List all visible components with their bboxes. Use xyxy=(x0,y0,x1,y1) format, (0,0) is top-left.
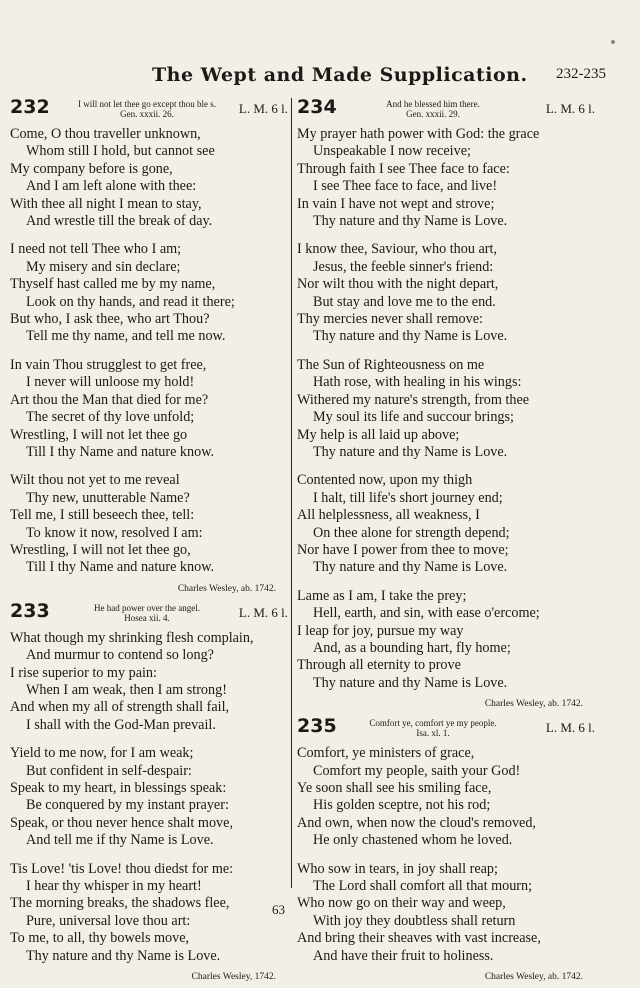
scripture-line: Gen. xxxii. 26. xyxy=(120,109,174,119)
verse-line: Art thou the Man that died for me? xyxy=(10,391,209,408)
verse-line: Till I thy Name and nature know. xyxy=(26,559,215,576)
verse-line: The Sun of Righteousness on me xyxy=(297,356,485,373)
verse-line: In vain Thou strugglest to get free, xyxy=(10,356,207,373)
verse-line: I halt, till life's short journey end; xyxy=(313,489,503,506)
scripture-line: Isa. xl. 1. xyxy=(416,728,450,739)
scripture-line: Hosea xii. 4. xyxy=(124,612,170,623)
verse-line: Who now go on their way and weep, xyxy=(297,895,506,912)
verse-line: Thy nature and thy Name is Love. xyxy=(313,328,508,345)
verse-line: Tell me, I still beseech thee, tell: xyxy=(10,507,195,524)
verse-line: Be conquered by my instant prayer: xyxy=(26,797,229,814)
verse-line: I shall with the God-Man prevail. xyxy=(26,716,216,733)
stanza xyxy=(297,126,597,230)
hymn-header xyxy=(297,715,597,745)
verse-line: Thy mercies never shall remove: xyxy=(297,311,483,328)
verse-line: Whom still I hold, but cannot see xyxy=(26,143,215,160)
scripture-line: Gen. xxxii. 29. xyxy=(406,109,460,119)
scripture-line: Comfort ye, comfort ye my people. xyxy=(369,718,497,729)
stanza xyxy=(297,745,597,849)
verse-line: Unspeakable I now receive; xyxy=(313,143,471,160)
column-divider xyxy=(291,98,292,888)
verse-line: But confident in self-despair: xyxy=(26,762,192,779)
verse-line: The secret of thy love unfold; xyxy=(26,409,195,426)
verse-line: Tell me thy name, and tell me now. xyxy=(26,328,226,345)
verse-line: Lame as I am, I take the prey; xyxy=(297,587,467,604)
left-column xyxy=(10,96,290,988)
verse-line: Wrestling, I will not let thee go, xyxy=(10,541,191,558)
verse-line: Thy new, unutterable Name? xyxy=(26,489,190,506)
verse-line: I need not tell Thee who I am; xyxy=(10,241,182,258)
verse-line: And tell me if thy Name is Love. xyxy=(26,832,214,849)
verse-line: My company before is gone, xyxy=(10,160,173,177)
stanza xyxy=(10,861,290,965)
verse-line: Jesus, the feeble sinner's friend: xyxy=(313,258,494,275)
verse-line: I rise superior to my pain: xyxy=(10,664,157,681)
scripture-line: I will not let thee go except thou ble s. xyxy=(78,99,216,109)
hymn-number: 232 xyxy=(10,96,50,118)
author-attribution: Charles Wesley, 1742. xyxy=(191,972,276,983)
hymn-header xyxy=(297,96,597,126)
verse-line: To know it now, resolved I am: xyxy=(26,524,203,541)
verse-line: Who sow in tears, in joy shall reap; xyxy=(297,860,498,877)
author-attribution: Charles Wesley, ab. 1742. xyxy=(484,699,583,710)
verse-line: Hell, earth, and sin, with ease o'ercome; xyxy=(313,605,540,622)
verse-line: All helplessness, all weakness, I xyxy=(297,507,480,524)
verse-line: With joy they doubtless shall return xyxy=(313,912,516,929)
hymn-block xyxy=(297,715,597,982)
verse-line: Thyself hast called me by my name, xyxy=(10,276,216,293)
hymn-number: 235 xyxy=(297,715,337,738)
verse-line: To me, to all, thy bowels move, xyxy=(10,930,190,947)
stanza xyxy=(10,126,290,230)
stanza xyxy=(297,588,597,692)
verse-line: And when my all of strength shall fail, xyxy=(10,699,230,716)
verse-line: And wrestle till the break of day. xyxy=(26,213,213,230)
hymn-header xyxy=(10,96,290,126)
verse-line: On thee alone for strength depend; xyxy=(313,524,510,541)
verse-line: Yield to me now, for I am weak; xyxy=(10,745,194,762)
section-title: The Wept and Made Supplication. xyxy=(152,64,528,86)
hymn-range: 232-235 xyxy=(556,66,606,82)
verse-line: And have their fruit to holiness. xyxy=(313,947,494,964)
stanza xyxy=(10,241,290,345)
verse-line: With thee all night I mean to stay, xyxy=(10,195,202,212)
verse-line: Contented now, upon my thigh xyxy=(297,472,473,489)
stanza xyxy=(10,630,290,734)
verse-line: Speak to my heart, in blessings speak: xyxy=(10,780,227,796)
verse-line: Comfort my people, saith your God! xyxy=(313,762,521,779)
hymn-meter: L. M. 6 l. xyxy=(238,101,288,116)
page-speck xyxy=(611,40,615,44)
verse-line: Ye soon shall see his smiling face, xyxy=(297,780,492,796)
verse-line: Thy nature and thy Name is Love. xyxy=(313,443,508,460)
verse-line: Thy nature and thy Name is Love. xyxy=(313,559,508,576)
verse-line: Wrestling, I will not let thee go xyxy=(10,426,188,443)
stanza xyxy=(10,357,290,461)
verse-line: I never will unloose my hold! xyxy=(26,374,195,391)
scripture-line: He had power over the angel. xyxy=(94,602,200,613)
verse-line: When I am weak, then I am strong! xyxy=(26,681,227,698)
verse-line: His golden sceptre, not his rod; xyxy=(313,797,491,814)
verse-line: Speak, or thou never hence shalt move, xyxy=(10,814,233,831)
verse-line: And murmur to contend so long? xyxy=(26,647,214,664)
author-attribution: Charles Wesley, ab. 1742. xyxy=(484,972,583,983)
scripture-reference xyxy=(363,718,503,738)
stanza xyxy=(10,472,290,576)
verse-line: And bring their sheaves with vast increase, xyxy=(297,930,541,947)
verse-line: And, as a bounding hart, fly home; xyxy=(313,639,511,656)
verse-line: Pure, universal love thou art: xyxy=(26,912,191,929)
verse-line: Thy nature and thy Name is Love. xyxy=(313,213,508,230)
stanza xyxy=(297,861,597,965)
verse-line: My prayer hath power with God: the grace xyxy=(297,126,540,142)
verse-line: I know thee, Saviour, who thou art, xyxy=(297,241,497,258)
hymn-header xyxy=(10,600,290,630)
verse-line: The Lord shall comfort all that mourn; xyxy=(313,878,533,895)
stanza xyxy=(10,745,290,849)
verse-line: Thy nature and thy Name is Love. xyxy=(313,674,508,691)
stanza xyxy=(297,357,597,461)
scripture-reference xyxy=(52,99,242,119)
verse-line: Look on thy hands, and read it there; xyxy=(26,293,235,310)
page-number: 63 xyxy=(272,902,285,917)
verse-line: Hath rose, with healing in his wings: xyxy=(313,374,522,391)
hymn-meter: L. M. 6 l. xyxy=(545,720,595,736)
hymn-number: 233 xyxy=(10,599,50,622)
stanza xyxy=(297,241,597,345)
stanza xyxy=(297,472,597,576)
verse-line: I see Thee face to face, and live! xyxy=(313,178,498,195)
hymn-number: 234 xyxy=(297,96,337,118)
verse-line: He only chastened whom he loved. xyxy=(313,832,513,849)
verse-line: Through all eternity to prove xyxy=(297,657,461,674)
verse-line: Come, O thou traveller unknown, xyxy=(10,126,201,142)
verse-line: Withered my nature's strength, from thee xyxy=(297,391,530,408)
verse-line: And I am left alone with thee: xyxy=(26,178,197,195)
verse-line: My misery and sin declare; xyxy=(26,258,181,275)
hymn-meter: L. M. 6 l. xyxy=(238,604,288,620)
verse-line: What though my shrinking flesh complain, xyxy=(10,629,254,646)
verse-line: My help is all laid up above; xyxy=(297,426,460,443)
verse-line: But stay and love me to the end. xyxy=(313,293,496,310)
hymn-meter: L. M. 6 l. xyxy=(545,101,595,116)
right-column xyxy=(297,96,597,988)
verse-line: And own, when now the cloud's removed, xyxy=(297,814,536,831)
verse-line: Comfort, ye ministers of grace, xyxy=(297,745,475,762)
scripture-reference xyxy=(52,603,242,623)
verse-line: But who, I ask thee, who art Thou? xyxy=(10,311,210,328)
verse-line: Wilt thou not yet to me reveal xyxy=(10,472,180,489)
page-header xyxy=(0,64,640,88)
verse-line: Through faith I see Thee face to face: xyxy=(297,160,510,177)
hymn-block xyxy=(297,96,597,709)
verse-line: I hear thy whisper in my heart! xyxy=(26,878,202,895)
verse-line: My soul its life and succour brings; xyxy=(313,409,514,426)
verse-line: The morning breaks, the shadows flee, xyxy=(10,895,230,912)
verse-line: Till I thy Name and nature know. xyxy=(26,443,215,460)
verse-line: I leap for joy, pursue my way xyxy=(297,622,464,639)
hymn-block xyxy=(10,96,290,594)
verse-line: In vain I have not wept and strove; xyxy=(297,195,495,212)
scripture-reference xyxy=(363,99,503,119)
verse-line: Tis Love! 'tis Love! thou diedst for me: xyxy=(10,860,234,877)
hymn-block xyxy=(10,600,290,982)
verse-line: Nor wilt thou with the night depart, xyxy=(297,276,499,293)
author-attribution: Charles Wesley, ab. 1742. xyxy=(177,583,276,594)
verse-line: Thy nature and thy Name is Love. xyxy=(26,947,221,964)
verse-line: Nor have I power from thee to move; xyxy=(297,541,509,558)
scripture-line: And he blessed him there. xyxy=(386,99,480,109)
